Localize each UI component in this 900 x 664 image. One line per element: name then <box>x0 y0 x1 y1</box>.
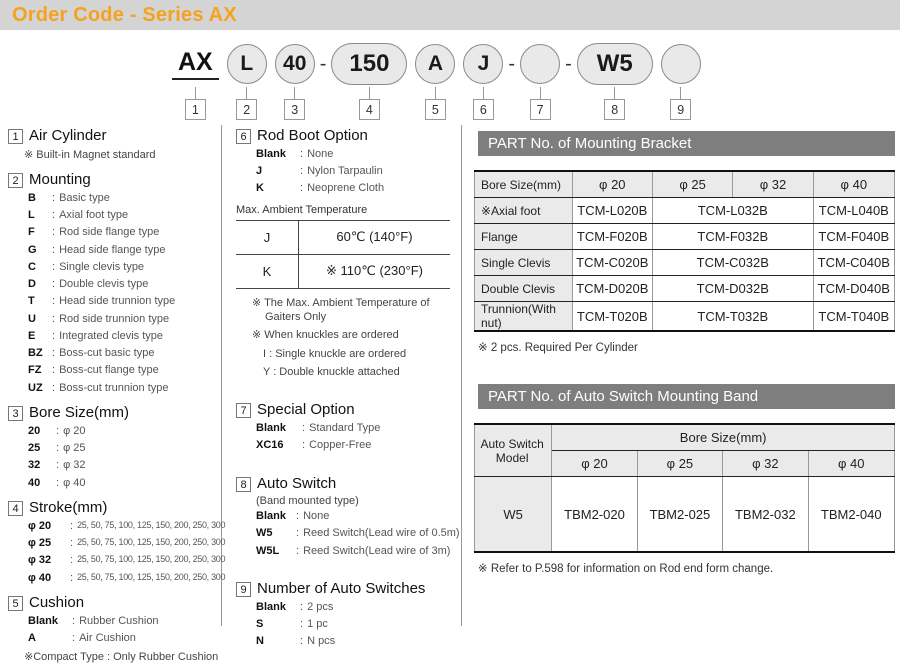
section-number-box: 6 <box>236 129 251 144</box>
section-number-box: 2 <box>8 173 23 188</box>
bracket-header-cell: φ 40 <box>813 171 894 198</box>
option-row <box>28 313 219 327</box>
option-description: Air Cushion <box>79 632 136 645</box>
option-row <box>28 226 219 240</box>
part-number-cell: TBM2-020 <box>552 477 637 553</box>
order-code-symbol-wrap <box>577 41 653 87</box>
band-data-row <box>475 477 895 553</box>
section-note: ※Compact Type : Only Rubber Cushion <box>24 650 219 663</box>
order-code-symbol: L <box>227 44 267 84</box>
part-number-cell: TCM-F032B <box>652 224 813 250</box>
part-number-cell: TBM2-040 <box>808 477 894 553</box>
section-heading <box>236 401 455 418</box>
option-code: D <box>28 278 36 291</box>
option-row <box>256 545 455 559</box>
option-colon: : <box>56 476 60 489</box>
bracket-header-cell: Bore Size(mm) <box>475 171 573 198</box>
bracket-row-label: Trunnion(With nut) <box>475 302 573 332</box>
temp-table-value: ※ 110℃ (230°F) <box>299 254 451 288</box>
option-colon: : <box>52 329 56 342</box>
option-row <box>256 148 455 162</box>
band-size-header: φ 20 <box>552 451 637 477</box>
option-row <box>28 554 226 568</box>
temp-table-label: Max. Ambient Temperature <box>236 203 368 216</box>
option-row <box>256 635 455 649</box>
order-code-symbol-wrap <box>331 41 407 87</box>
option-description: Single clevis type <box>59 260 145 273</box>
option-row <box>28 192 219 206</box>
order-code-symbol-wrap <box>415 41 455 87</box>
part-number-cell: TCM-T032B <box>652 302 813 332</box>
option-row <box>256 527 460 541</box>
option-description: Axial foot type <box>59 209 129 222</box>
section-note: I : Single knuckle are ordered <box>263 347 407 360</box>
option-description: 1 pc <box>307 618 328 631</box>
connector-line <box>246 87 247 99</box>
option-colon: : <box>72 632 76 645</box>
bracket-table-title-bar <box>478 131 895 156</box>
order-code-diagram <box>168 41 705 120</box>
option-code: L <box>28 209 35 222</box>
option-description: Standard Type <box>309 421 381 434</box>
option-code: J <box>256 164 263 177</box>
part-number-cell: TCM-C020B <box>572 250 652 276</box>
option-row <box>28 459 219 473</box>
section-3 <box>8 404 219 490</box>
part-number-cell: TCM-L020B <box>572 198 652 224</box>
order-code-separator: - <box>319 52 327 75</box>
option-row <box>28 615 219 629</box>
option-colon: : <box>296 544 300 557</box>
section-number-box: 1 <box>8 129 23 144</box>
order-code-number-box: 2 <box>236 99 257 120</box>
option-code: 32 <box>28 459 41 472</box>
option-colon: : <box>70 537 74 550</box>
option-colon: : <box>52 312 56 325</box>
order-code-symbol-wrap <box>275 41 315 87</box>
order-code-number-box: 6 <box>473 99 494 120</box>
option-description: φ 40 <box>63 476 86 489</box>
option-code: Blank <box>28 614 58 627</box>
order-code-symbol: AX <box>172 48 219 80</box>
option-code: S <box>256 618 264 631</box>
option-description: 25, 50, 75, 100, 125, 150, 200, 250, 300 <box>77 537 226 548</box>
connector-line <box>435 87 436 99</box>
option-description: Integrated clevis type <box>59 329 164 342</box>
band-model-cell: W5 <box>475 477 552 553</box>
temp-table-code: K <box>236 254 299 288</box>
page-header-bar <box>0 0 900 30</box>
option-row <box>28 382 219 396</box>
option-code: W5L <box>256 544 280 557</box>
section-subtitle: (Band mounted type) <box>256 494 359 507</box>
option-row <box>28 477 219 491</box>
order-code-segment <box>331 41 407 120</box>
option-description: 2 pcs <box>307 600 334 613</box>
order-code-symbol: J <box>463 44 503 84</box>
bracket-row <box>475 302 895 332</box>
option-code: φ 40 <box>28 571 52 584</box>
option-colon: : <box>52 364 56 377</box>
option-colon: : <box>70 519 74 532</box>
part-number-cell: TCM-T040B <box>813 302 894 332</box>
section-9 <box>236 580 455 649</box>
part-number-cell: TCM-C032B <box>652 250 813 276</box>
bracket-row-label: ※Axial foot <box>475 198 573 224</box>
band-table-note: ※ Refer to P.598 for information on Rod end form change. <box>478 563 774 575</box>
order-code-symbol-wrap <box>463 41 503 87</box>
option-colon: : <box>70 571 74 584</box>
option-code: W5 <box>256 527 273 540</box>
temp-table-row <box>236 220 450 254</box>
option-description: Head side trunnion type <box>59 295 176 308</box>
option-description: φ 32 <box>63 459 86 472</box>
connector-line <box>540 87 541 99</box>
part-number-cell: TCM-L032B <box>652 198 813 224</box>
order-code-number-box: 9 <box>670 99 691 120</box>
option-colon: : <box>300 635 304 648</box>
option-colon: : <box>52 381 56 394</box>
section-title: Mounting <box>29 171 91 189</box>
section-number-box: 8 <box>236 477 251 492</box>
order-code-segment <box>661 41 701 120</box>
option-list <box>28 192 219 396</box>
order-code-segment <box>275 41 315 120</box>
band-header-row <box>475 424 895 451</box>
option-description: Reed Switch(Lead wire of 3m) <box>303 544 451 557</box>
option-description: 25, 50, 75, 100, 125, 150, 200, 250, 300 <box>77 571 226 582</box>
option-list <box>28 425 219 491</box>
temp-table-row <box>236 254 450 288</box>
option-colon: : <box>296 527 300 540</box>
band-table-title-bar <box>478 384 895 409</box>
temp-table-value: 60℃ (140°F) <box>299 220 451 254</box>
order-code-symbol: A <box>415 44 455 84</box>
content-columns <box>8 125 895 663</box>
section-number-box: 3 <box>8 406 23 421</box>
option-colon: : <box>52 226 56 239</box>
section-title: Bore Size(mm) <box>29 404 130 422</box>
option-colon: : <box>72 614 76 627</box>
option-code: UZ <box>28 381 43 394</box>
option-row <box>256 510 455 524</box>
section-note: ※ Built-in Magnet standard <box>24 149 156 161</box>
option-description: Boss-cut trunnion type <box>59 381 169 394</box>
bracket-header-cell: φ 20 <box>572 171 652 198</box>
option-colon: : <box>56 442 60 455</box>
part-number-cell: TCM-L040B <box>813 198 894 224</box>
option-description: Nylon Tarpaulin <box>307 164 383 177</box>
bracket-row-label: Double Clevis <box>475 276 573 302</box>
option-code: Blank <box>256 600 286 613</box>
option-description: φ 25 <box>63 442 86 455</box>
option-list <box>256 422 455 453</box>
option-row <box>28 425 219 439</box>
order-code-segment <box>227 41 267 120</box>
section-note: Y : Double knuckle attached <box>263 365 400 378</box>
section-heading <box>236 475 455 492</box>
option-colon: : <box>52 209 56 222</box>
section-8 <box>236 474 460 559</box>
option-code: A <box>28 632 36 645</box>
option-description: N pcs <box>307 635 336 648</box>
order-code-number-box: 5 <box>425 99 446 120</box>
option-row <box>28 632 219 646</box>
section-title: Special Option <box>257 401 355 419</box>
option-code: Blank <box>256 421 286 434</box>
option-colon: : <box>300 618 304 631</box>
order-code-segment <box>520 41 560 120</box>
option-list <box>28 615 219 646</box>
temp-table-code: J <box>236 220 299 254</box>
option-colon: : <box>52 278 56 291</box>
option-row <box>256 601 455 615</box>
order-code-symbol-wrap <box>227 41 267 87</box>
order-code-number-box: 4 <box>359 99 380 120</box>
order-code-segment <box>577 41 653 120</box>
part-number-cell: TCM-F020B <box>572 224 652 250</box>
connector-line <box>294 87 295 99</box>
order-code-symbol-wrap <box>172 41 219 87</box>
order-code-number-box: 8 <box>604 99 625 120</box>
band-size-header: φ 40 <box>808 451 894 477</box>
option-description: None <box>303 510 330 523</box>
mounting-bracket-table <box>474 170 895 332</box>
option-row <box>28 244 219 258</box>
page-title: Order Code - Series AX <box>12 3 237 26</box>
option-colon: : <box>52 295 56 308</box>
option-code: F <box>28 226 35 239</box>
column-left <box>8 125 226 663</box>
option-colon: : <box>296 510 300 523</box>
section-1 <box>8 127 219 162</box>
section-note: ※ When knuckles are ordered <box>252 329 399 342</box>
option-colon: : <box>300 600 304 613</box>
order-code-number-box: 7 <box>530 99 551 120</box>
option-row <box>28 261 219 275</box>
part-number-cell: TCM-D040B <box>813 276 894 302</box>
option-colon: : <box>302 438 306 451</box>
part-number-cell: TBM2-032 <box>723 477 808 553</box>
option-row <box>256 182 455 196</box>
connector-line <box>614 87 615 99</box>
band-group-header: Bore Size(mm) <box>552 424 895 451</box>
option-description: Double clevis type <box>59 278 149 291</box>
order-code-segment <box>463 41 503 120</box>
option-row <box>28 278 219 292</box>
option-description: 25, 50, 75, 100, 125, 150, 200, 250, 300 <box>77 554 226 565</box>
option-code: T <box>28 295 35 308</box>
part-number-cell: TCM-C040B <box>813 250 894 276</box>
option-row <box>28 295 219 309</box>
option-code: Blank <box>256 510 286 523</box>
section-heading <box>8 171 219 188</box>
option-code: K <box>256 182 264 194</box>
option-code: N <box>256 635 264 648</box>
part-number-cell: TCM-D032B <box>652 276 813 302</box>
rod-boot-temp-table <box>236 220 450 289</box>
option-description: Copper-Free <box>309 438 372 451</box>
section-heading <box>8 404 219 421</box>
section-title: Auto Switch <box>257 474 337 492</box>
option-code: φ 25 <box>28 537 52 550</box>
section-title: Rod Boot Option <box>257 127 368 144</box>
bracket-header-cell: φ 25 <box>652 171 732 198</box>
option-description: Boss-cut basic type <box>59 347 155 360</box>
section-2 <box>8 171 219 395</box>
option-description: Reed Switch(Lead wire of 0.5m) <box>303 527 460 540</box>
section-7 <box>236 401 455 453</box>
option-list <box>28 519 226 586</box>
option-colon: : <box>52 191 56 204</box>
option-code: C <box>28 260 36 273</box>
option-code: BZ <box>28 347 43 360</box>
option-code: φ 32 <box>28 554 52 567</box>
bracket-header-cell: φ 32 <box>733 171 813 198</box>
bracket-row <box>475 250 895 276</box>
bracket-table-note: ※ 2 pcs. Required Per Cylinder <box>478 342 638 354</box>
section-4 <box>8 499 226 585</box>
order-code-symbol-wrap <box>661 41 701 87</box>
connector-line <box>680 87 681 99</box>
option-colon: : <box>52 260 56 273</box>
option-list <box>256 601 455 649</box>
section-number-box: 5 <box>8 596 23 611</box>
option-description: Rod side trunnion type <box>59 312 170 325</box>
section-heading <box>236 580 455 597</box>
option-code: E <box>28 329 36 342</box>
section-5 <box>8 594 219 664</box>
order-code-separator: - <box>508 52 516 75</box>
option-row <box>256 439 455 453</box>
section-title: Number of Auto Switches <box>257 580 426 598</box>
section-heading <box>8 499 219 516</box>
order-code-symbol: 40 <box>275 44 315 84</box>
option-code: XC16 <box>256 438 284 451</box>
option-row <box>28 442 219 456</box>
bracket-row <box>475 224 895 250</box>
option-colon: : <box>300 147 304 160</box>
order-code-number-box: 3 <box>284 99 305 120</box>
option-colon: : <box>300 182 304 194</box>
section-number-box: 9 <box>236 582 251 597</box>
connector-line <box>483 87 484 99</box>
order-code-number-box: 1 <box>185 99 206 120</box>
option-description: φ 20 <box>63 424 86 437</box>
option-colon: : <box>56 459 60 472</box>
order-code-symbol: W5 <box>577 43 653 85</box>
order-code-segment <box>172 41 219 120</box>
section-title: Air Cylinder <box>29 127 107 144</box>
option-code: 25 <box>28 442 41 455</box>
option-description: Basic type <box>59 191 110 204</box>
option-description: 25, 50, 75, 100, 125, 150, 200, 250, 300 <box>77 519 226 530</box>
option-colon: : <box>52 243 56 256</box>
column-middle <box>222 125 462 648</box>
section-number-box: 4 <box>8 501 23 516</box>
option-description: Neoprene Cloth <box>307 182 385 194</box>
section-heading <box>8 594 219 611</box>
connector-line <box>195 87 196 99</box>
option-colon: : <box>70 554 74 567</box>
option-code: 20 <box>28 424 41 437</box>
option-code: G <box>28 243 37 256</box>
order-code-segment <box>415 41 455 120</box>
order-code-symbol-wrap <box>520 41 560 87</box>
order-code-symbol: 150 <box>331 43 407 85</box>
option-description: Head side flange type <box>59 243 166 256</box>
section-number-box: 7 <box>236 403 251 418</box>
connector-line <box>369 87 370 99</box>
option-description: Boss-cut flange type <box>59 364 159 377</box>
bracket-row-label: Single Clevis <box>475 250 573 276</box>
order-code-symbol <box>661 44 701 84</box>
option-row <box>28 537 226 551</box>
option-description: Rod side flange type <box>59 226 160 239</box>
column-right <box>462 125 895 626</box>
option-row <box>256 165 455 179</box>
bracket-row <box>475 276 895 302</box>
section-title: Cushion <box>29 594 85 612</box>
option-description: None <box>307 147 334 160</box>
section-heading <box>236 127 455 144</box>
order-code-separator: - <box>565 52 572 75</box>
band-size-header: φ 25 <box>637 451 722 477</box>
part-number-cell: TCM-F040B <box>813 224 894 250</box>
option-code: FZ <box>28 364 42 377</box>
option-row <box>28 519 226 534</box>
option-code: Blank <box>256 147 286 160</box>
part-number-cell: TCM-D020B <box>572 276 652 302</box>
section-title: Stroke(mm) <box>29 499 108 517</box>
option-code: 40 <box>28 476 41 489</box>
option-row <box>28 347 219 361</box>
option-colon: : <box>56 424 60 437</box>
option-colon: : <box>52 347 56 360</box>
option-code: φ 20 <box>28 519 52 532</box>
option-description: Rubber Cushion <box>79 614 159 627</box>
option-row <box>256 422 455 436</box>
part-number-cell: TCM-T020B <box>572 302 652 332</box>
option-row <box>28 209 219 223</box>
part-number-cell: TBM2-025 <box>637 477 722 553</box>
bracket-header-row <box>475 171 895 198</box>
option-row <box>28 364 219 378</box>
option-list <box>256 148 455 196</box>
option-code: U <box>28 312 36 325</box>
section-heading <box>8 127 219 144</box>
bracket-row-label: Flange <box>475 224 573 250</box>
option-list <box>256 510 460 558</box>
order-code-symbol <box>520 44 560 84</box>
section-note: ※ The Max. Ambient Temperature of Gaiters Only <box>252 296 430 324</box>
auto-switch-band-table <box>474 423 895 553</box>
option-code: B <box>28 191 36 204</box>
option-colon: : <box>302 421 306 434</box>
option-row <box>28 571 226 586</box>
option-colon: : <box>300 164 304 177</box>
option-row <box>28 330 219 344</box>
band-model-header: Auto Switch Model <box>475 424 552 477</box>
band-size-header: φ 32 <box>723 451 808 477</box>
bracket-table-title: PART No. of Mounting Bracket <box>488 135 692 152</box>
section-6 <box>236 127 455 379</box>
band-table-title: PART No. of Auto Switch Mounting Band <box>488 388 759 405</box>
bracket-row <box>475 198 895 224</box>
